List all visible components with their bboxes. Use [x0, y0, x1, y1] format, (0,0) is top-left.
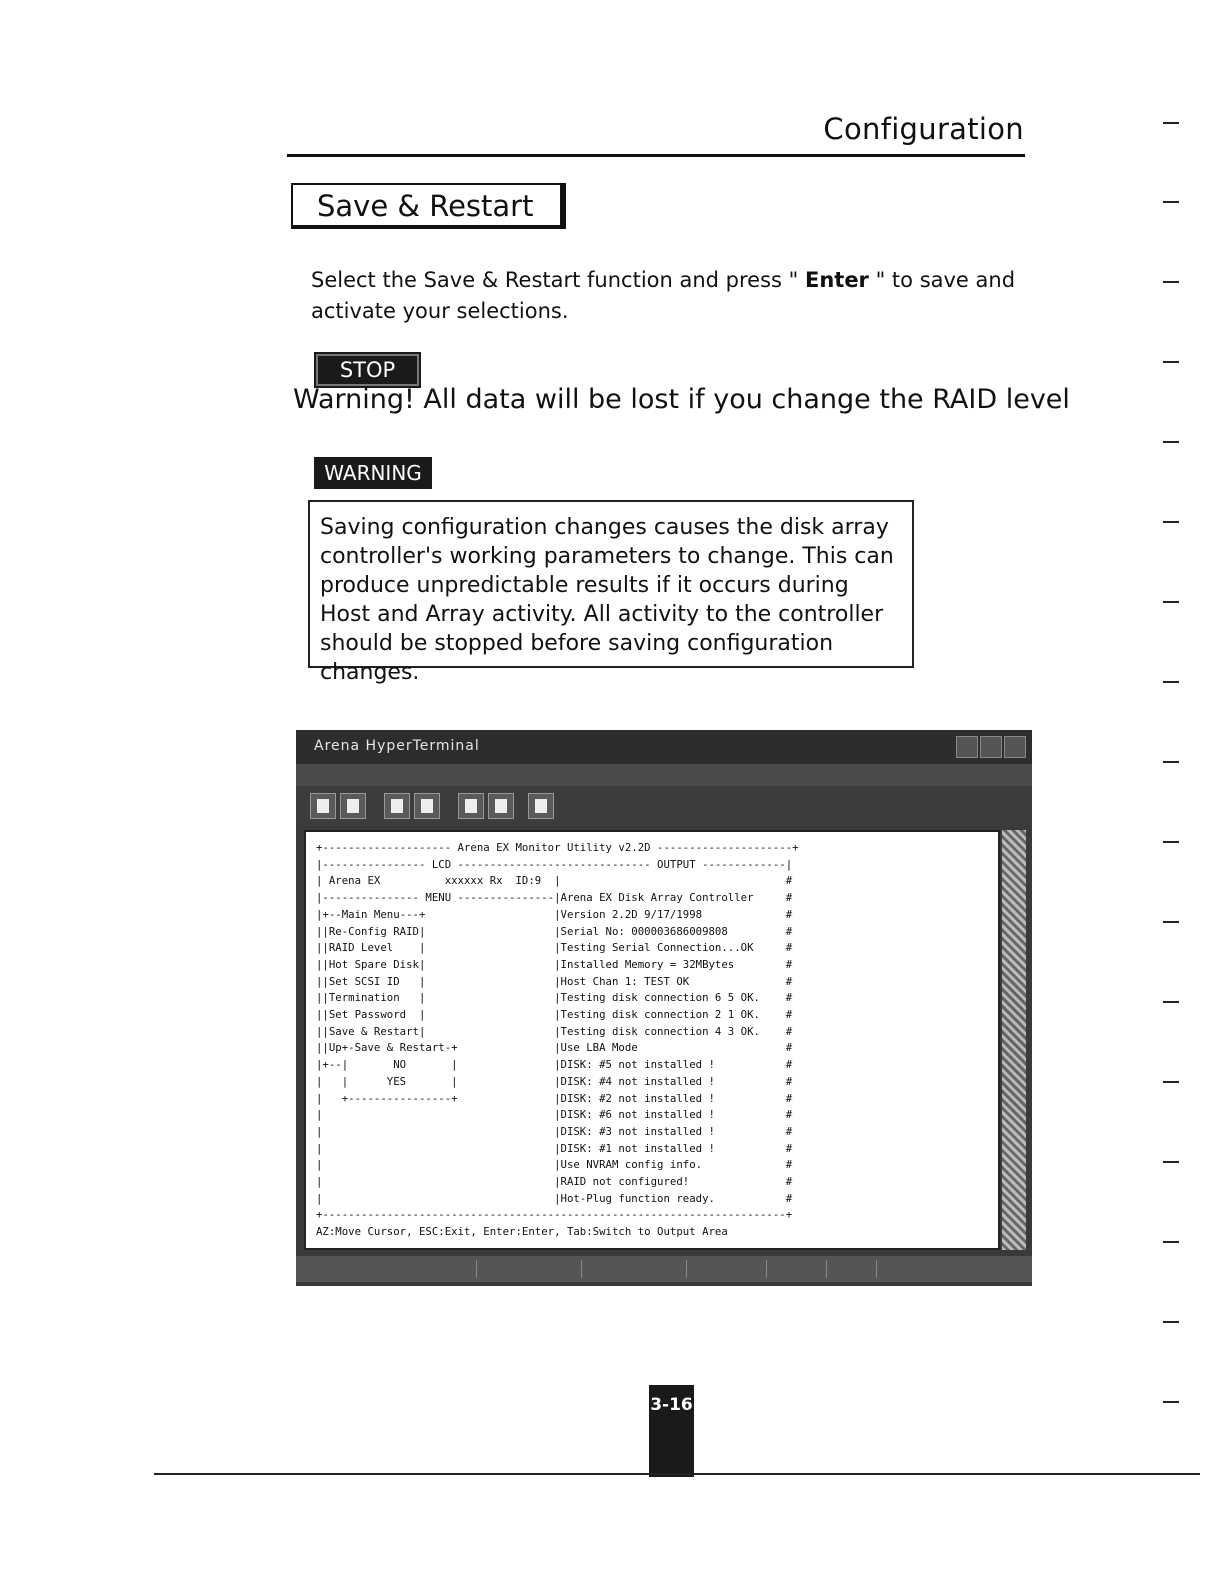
properties-icon[interactable]	[528, 793, 554, 819]
connect-icon[interactable]	[384, 793, 410, 819]
margin-tick	[1163, 1401, 1179, 1403]
instruction-paragraph	[311, 265, 1031, 327]
disconnect-icon[interactable]	[414, 793, 440, 819]
status-divider	[826, 1260, 827, 1278]
hyperterminal-window	[296, 730, 1032, 1286]
instruction-before: Select the Save & Restart function and press "	[311, 268, 805, 292]
window-statusbar	[296, 1256, 1032, 1282]
warning-badge: WARNING	[314, 457, 432, 489]
margin-tick	[1163, 1001, 1179, 1003]
margin-tick	[1163, 1241, 1179, 1243]
terminal-output: +-------------------- Arena EX Monitor Utility v2.2D ---------------------+ |---------------- LCD ------------------------------ OUTPUT -------------| | Arena EX xxxxxx Rx ID:9 | # |--------------- MENU ---------------|Arena EX Disk Array Controller # |+--Main Menu---+ |Version 2.2D 9/17/1998 # ||Re-Config RAID| |Serial No: 000003686009808 # ||RAID Level | |Testing Serial Connection...OK # ||Hot Spare Disk| |Installed Memory = 32MBytes # ||Set SCSI ID | |Host Chan 1: TEST OK # ||Termination | |Testing disk connection 6 5 OK. # ||Set Password | |Testing disk connection 2 1 OK. # ||Save & Restart| |Testing disk connection 4 3 OK. # ||Up+-Save & Restart-+ |Use LBA Mode # |+--| NO | |DISK: #5 not installed ! # | | YES | |DISK: #4 not installed ! # | +----------------+ |DISK: #2 not installed ! # | |DISK: #6 not installed ! # | |DISK: #3 not installed ! # | |DISK: #1 not installed ! # | |Use NVRAM config info. # | |RAID not configured! # | |Hot-Plug function ready. # +------------------------------------------------------------------------+ AZ:Move Cursor, ESC:Exit, Enter:Enter, Tab:Switch to Output Area	[316, 841, 799, 1239]
margin-tick	[1163, 441, 1179, 443]
close-icon[interactable]	[1004, 736, 1026, 758]
margin-tick	[1163, 921, 1179, 923]
enter-key-label: Enter	[804, 268, 869, 292]
margin-tick	[1163, 1161, 1179, 1163]
status-divider	[476, 1260, 477, 1278]
margin-tick	[1163, 122, 1179, 124]
instruction-after: " to save and activate your selections.	[311, 268, 1016, 323]
send-icon[interactable]	[458, 793, 484, 819]
warning-text: Saving configuration changes causes the disk array controller's working parameters to change. This can produce unpredictable results if it occurs during Host and Array activity. All activity to the controller should be stopped before saving configuration changes.	[320, 515, 894, 685]
window-title: Arena HyperTerminal	[314, 738, 480, 754]
maximize-icon[interactable]	[980, 736, 1002, 758]
margin-tick	[1163, 281, 1179, 283]
margin-tick	[1163, 521, 1179, 523]
margin-tick	[1163, 681, 1179, 683]
stop-badge: STOP	[314, 352, 421, 388]
section-heading: Save & Restart	[317, 189, 534, 223]
minimize-icon[interactable]	[956, 736, 978, 758]
margin-tick	[1163, 761, 1179, 763]
margin-tick	[1163, 601, 1179, 603]
section-title: Configuration	[823, 112, 1024, 146]
header-rule	[287, 154, 1025, 157]
warning-box	[308, 500, 914, 685]
receive-icon[interactable]	[488, 793, 514, 819]
status-divider	[686, 1260, 687, 1278]
footer-rule	[154, 1473, 1200, 1475]
status-divider	[876, 1260, 877, 1278]
page-number: 3-16	[649, 1385, 694, 1477]
window-menubar	[296, 764, 1032, 786]
margin-tick	[1163, 361, 1179, 363]
margin-tick	[1163, 841, 1179, 843]
new-file-icon[interactable]	[310, 793, 336, 819]
margin-tick	[1163, 1081, 1179, 1083]
section-heading-box	[291, 183, 566, 229]
status-divider	[581, 1260, 582, 1278]
terminal-scrollbar[interactable]	[1002, 830, 1026, 1250]
status-divider	[766, 1260, 767, 1278]
open-icon[interactable]	[340, 793, 366, 819]
margin-tick	[1163, 201, 1179, 203]
raid-warning-message: Warning! All data will be lost if you change the RAID level	[293, 384, 1070, 415]
terminal-screen[interactable]	[304, 830, 1000, 1250]
margin-tick	[1163, 1321, 1179, 1323]
